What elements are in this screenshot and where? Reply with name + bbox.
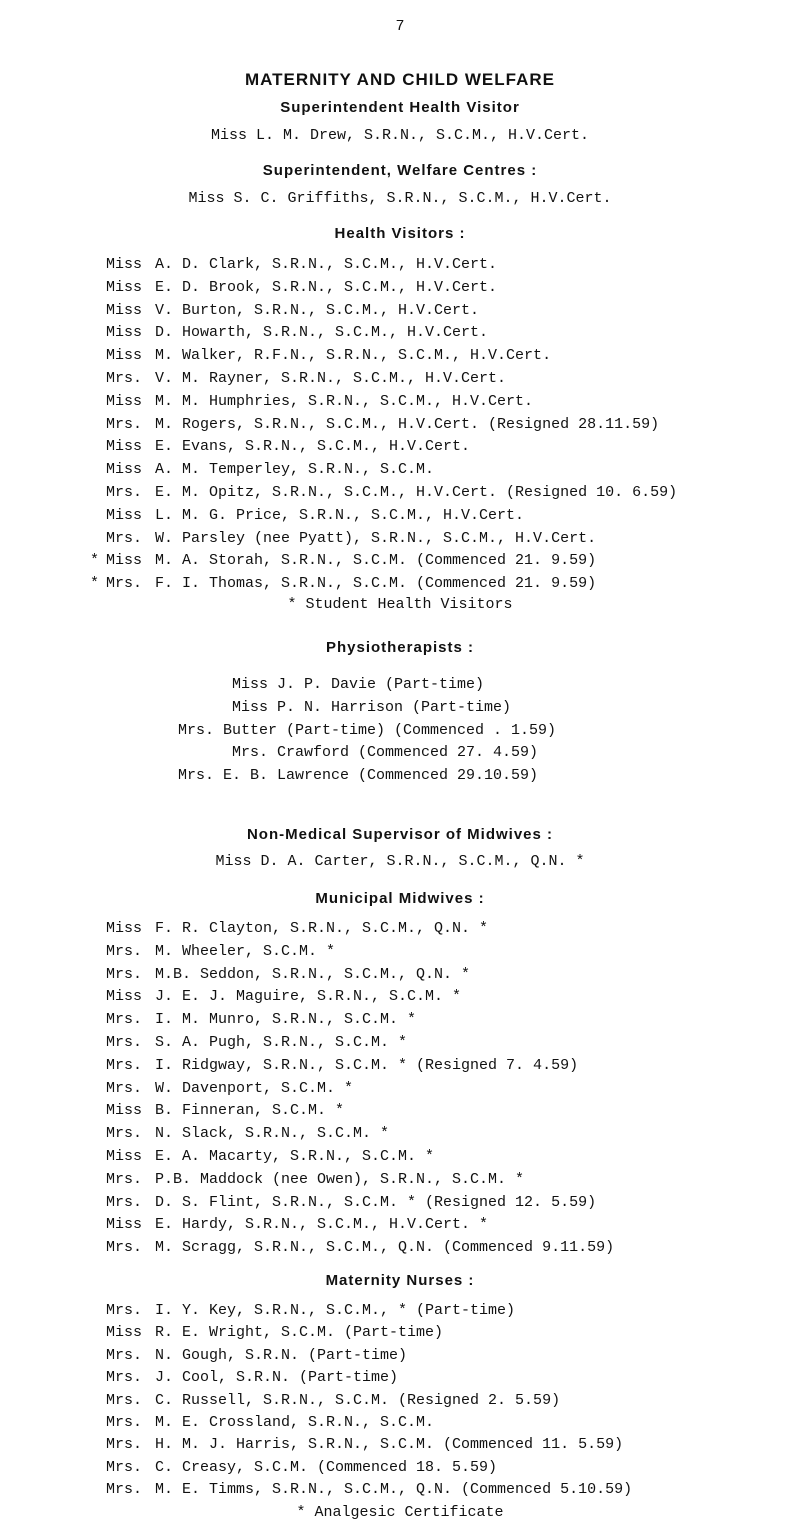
asterisk-marker: * bbox=[90, 575, 100, 592]
person-details: I. M. Munro, S.R.N., S.C.M. * bbox=[155, 1011, 417, 1028]
person-title: Miss bbox=[106, 324, 143, 341]
person-details: M. E. Crossland, S.R.N., S.C.M. bbox=[155, 1414, 435, 1431]
person-title: Mrs. bbox=[106, 1347, 143, 1364]
section-heading-health-visitors: Health Visitors : bbox=[334, 225, 466, 242]
section-heading-superintendent-welfare-centres: Superintendent, Welfare Centres : bbox=[262, 162, 538, 179]
person-title: Mrs. bbox=[106, 1239, 143, 1256]
person-title: Mrs. bbox=[106, 1459, 143, 1476]
person-details: V. M. Rayner, S.R.N., S.C.M., H.V.Cert. bbox=[155, 370, 507, 387]
person-details: I. Y. Key, S.R.N., S.C.M., * (Part-time) bbox=[155, 1302, 516, 1319]
person-title: Mrs. bbox=[106, 1171, 143, 1188]
person-details: M. Wheeler, S.C.M. * bbox=[155, 943, 336, 960]
person-details: S. A. Pugh, S.R.N., S.C.M. * bbox=[155, 1034, 408, 1051]
person-details: V. Burton, S.R.N., S.C.M., H.V.Cert. bbox=[155, 302, 480, 319]
health-visitors-footnote: * Student Health Visitors bbox=[287, 596, 513, 613]
person-title: Mrs. bbox=[106, 1392, 143, 1409]
person-title: Mrs. bbox=[106, 370, 143, 387]
physiotherapist-row: Miss J. P. Davie (Part-time) bbox=[232, 676, 485, 693]
person-details: M. A. Storah, S.R.N., S.C.M. (Commenced 21. 9.59) bbox=[155, 552, 597, 569]
person-title: Miss bbox=[106, 279, 143, 296]
person-title: Mrs. bbox=[106, 1481, 143, 1498]
section-heading-physiotherapists: Physiotherapists : bbox=[325, 639, 475, 656]
person-title: Miss bbox=[106, 302, 143, 319]
person-title: Mrs. bbox=[106, 1011, 143, 1028]
person-details: M. Scragg, S.R.N., S.C.M., Q.N. (Commenced 9.11.59) bbox=[155, 1239, 615, 1256]
person-title: Mrs. bbox=[106, 1080, 143, 1097]
person-title: Miss bbox=[106, 920, 143, 937]
person-title: Miss bbox=[106, 347, 143, 364]
person-title: Miss bbox=[106, 1324, 143, 1341]
person-details: M. E. Timms, S.R.N., S.C.M., Q.N. (Commenced 5.10.59) bbox=[155, 1481, 633, 1498]
person-details: F. R. Clayton, S.R.N., S.C.M., Q.N. * bbox=[155, 920, 489, 937]
person-title: Mrs. bbox=[106, 1034, 143, 1051]
person-details: D. Howarth, S.R.N., S.C.M., H.V.Cert. bbox=[155, 324, 489, 341]
page-number: 7 bbox=[395, 18, 405, 35]
person-title: Miss bbox=[106, 461, 143, 478]
non-medical-supervisor-name: Miss D. A. Carter, S.R.N., S.C.M., Q.N. * bbox=[215, 853, 585, 870]
person-title: Miss bbox=[106, 1148, 143, 1165]
physiotherapist-row: Mrs. Butter (Part-time) (Commenced . 1.59) bbox=[178, 722, 557, 739]
person-title: Miss bbox=[106, 438, 143, 455]
person-details: D. S. Flint, S.R.N., S.C.M. * (Resigned 12. 5.59) bbox=[155, 1194, 597, 1211]
page-title: MATERNITY AND CHILD WELFARE bbox=[244, 70, 555, 89]
person-title: Mrs. bbox=[106, 966, 143, 983]
person-title: Mrs. bbox=[106, 416, 143, 433]
person-title: Mrs. bbox=[106, 1057, 143, 1074]
person-title: Mrs. bbox=[106, 1302, 143, 1319]
person-title: Miss bbox=[106, 1216, 143, 1233]
person-details: P.B. Maddock (nee Owen), S.R.N., S.C.M. * bbox=[155, 1171, 525, 1188]
person-details: R. E. Wright, S.C.M. (Part-time) bbox=[155, 1324, 444, 1341]
section-heading-superintendent-health-visitor: Superintendent Health Visitor bbox=[280, 99, 520, 116]
person-title: Miss bbox=[106, 393, 143, 410]
person-details: C. Russell, S.R.N., S.C.M. (Resigned 2. 5.59) bbox=[155, 1392, 561, 1409]
asterisk-marker: * bbox=[90, 552, 100, 569]
person-details: M. M. Humphries, S.R.N., S.C.M., H.V.Cert. bbox=[155, 393, 534, 410]
person-details: N. Slack, S.R.N., S.C.M. * bbox=[155, 1125, 390, 1142]
person-title: Mrs. bbox=[106, 943, 143, 960]
person-details: J. Cool, S.R.N. (Part-time) bbox=[155, 1369, 399, 1386]
section-heading-municipal-midwives: Municipal Midwives : bbox=[315, 890, 485, 907]
person-details: M. Walker, R.F.N., S.R.N., S.C.M., H.V.Cert. bbox=[155, 347, 552, 364]
person-details: N. Gough, S.R.N. (Part-time) bbox=[155, 1347, 408, 1364]
person-title: Mrs. bbox=[106, 1414, 143, 1431]
person-title: Miss bbox=[106, 988, 143, 1005]
superintendent-welfare-centres-name: Miss S. C. Griffiths, S.R.N., S.C.M., H.V.Cert. bbox=[188, 190, 612, 207]
person-title: Miss bbox=[106, 552, 143, 569]
person-details: F. I. Thomas, S.R.N., S.C.M. (Commenced 21. 9.59) bbox=[155, 575, 597, 592]
person-title: Mrs. bbox=[106, 1436, 143, 1453]
section-heading-non-medical-supervisor: Non-Medical Supervisor of Midwives : bbox=[246, 826, 554, 843]
person-title: Mrs. bbox=[106, 530, 143, 547]
person-details: I. Ridgway, S.R.N., S.C.M. * (Resigned 7. 4.59) bbox=[155, 1057, 579, 1074]
person-title: Mrs. bbox=[106, 1125, 143, 1142]
physiotherapist-row: Mrs. E. B. Lawrence (Commenced 29.10.59) bbox=[178, 767, 539, 784]
superintendent-health-visitor-name: Miss L. M. Drew, S.R.N., S.C.M., H.V.Cert. bbox=[210, 127, 590, 144]
person-details: J. E. J. Maguire, S.R.N., S.C.M. * bbox=[155, 988, 462, 1005]
person-details: W. Davenport, S.C.M. * bbox=[155, 1080, 354, 1097]
person-details: A. M. Temperley, S.R.N., S.C.M. bbox=[155, 461, 435, 478]
person-details: B. Finneran, S.C.M. * bbox=[155, 1102, 345, 1119]
person-details: A. D. Clark, S.R.N., S.C.M., H.V.Cert. bbox=[155, 256, 498, 273]
person-title: Mrs. bbox=[106, 1194, 143, 1211]
physiotherapist-row: Mrs. Crawford (Commenced 27. 4.59) bbox=[232, 744, 539, 761]
person-details: H. M. J. Harris, S.R.N., S.C.M. (Commenced 11. 5.59) bbox=[155, 1436, 624, 1453]
person-details: E. Hardy, S.R.N., S.C.M., H.V.Cert. * bbox=[155, 1216, 489, 1233]
person-details: M.B. Seddon, S.R.N., S.C.M., Q.N. * bbox=[155, 966, 471, 983]
person-details: E. A. Macarty, S.R.N., S.C.M. * bbox=[155, 1148, 435, 1165]
person-title: Mrs. bbox=[106, 1369, 143, 1386]
person-details: M. Rogers, S.R.N., S.C.M., H.V.Cert. (Resigned 28.11.59) bbox=[155, 416, 660, 433]
person-details: E. M. Opitz, S.R.N., S.C.M., H.V.Cert. (Resigned 10. 6.59) bbox=[155, 484, 678, 501]
person-details: C. Creasy, S.C.M. (Commenced 18. 5.59) bbox=[155, 1459, 498, 1476]
person-title: Mrs. bbox=[106, 484, 143, 501]
person-title: Mrs. bbox=[106, 575, 143, 592]
person-details: E. D. Brook, S.R.N., S.C.M., H.V.Cert. bbox=[155, 279, 498, 296]
section-heading-maternity-nurses: Maternity Nurses : bbox=[325, 1272, 475, 1289]
maternity-nurses-footnote: * Analgesic Certificate bbox=[296, 1504, 504, 1521]
person-title: Miss bbox=[106, 256, 143, 273]
physiotherapist-row: Miss P. N. Harrison (Part-time) bbox=[232, 699, 512, 716]
person-details: E. Evans, S.R.N., S.C.M., H.V.Cert. bbox=[155, 438, 471, 455]
person-title: Miss bbox=[106, 507, 143, 524]
person-details: W. Parsley (nee Pyatt), S.R.N., S.C.M., H.V.Cert. bbox=[155, 530, 597, 547]
person-title: Miss bbox=[106, 1102, 143, 1119]
person-details: L. M. G. Price, S.R.N., S.C.M., H.V.Cert. bbox=[155, 507, 525, 524]
